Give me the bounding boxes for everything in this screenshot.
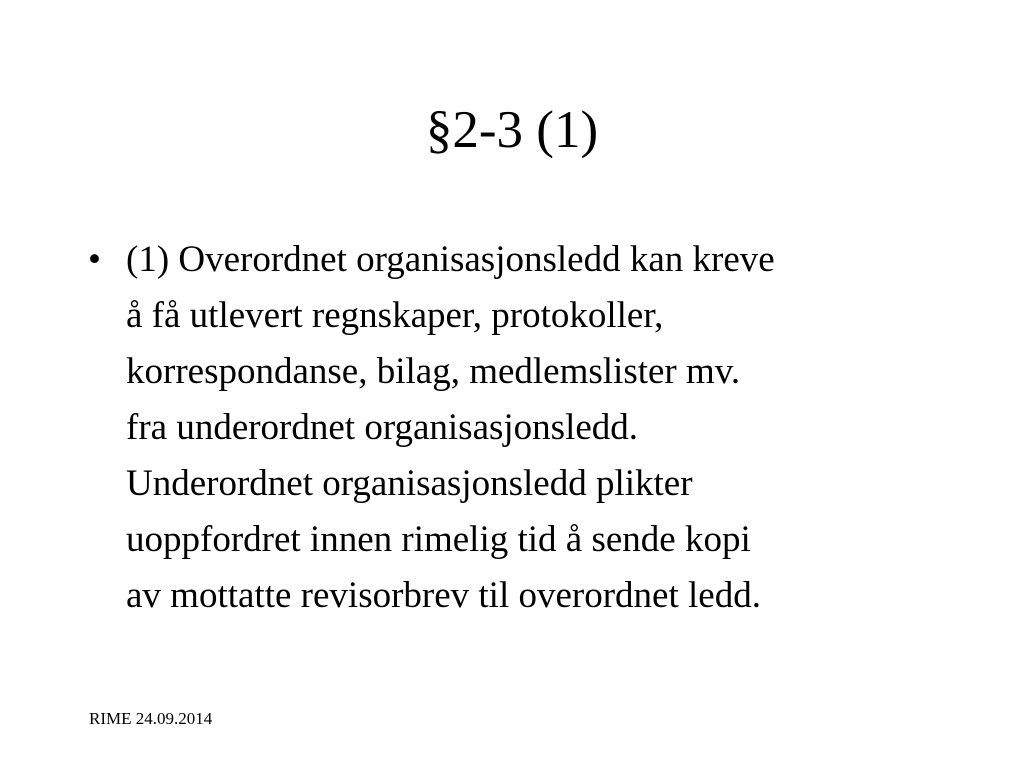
- bullet-text-line: korrespondanse, bilag, medlemslister mv.: [126, 351, 741, 392]
- bullet-text-line: uoppfordret innen rimelig tid å sende kopi: [126, 519, 751, 560]
- bullet-text-line: Underordnet organisasjonsledd plikter: [126, 463, 693, 504]
- footer-text: RIME 24.09.2014: [89, 709, 213, 728]
- bullet-text-line: fra underordnet organisasjonsledd.: [126, 407, 639, 448]
- bullet-item: [88, 232, 948, 624]
- bullet-text-line: av mottatte revisorbrev til overordnet ledd.: [126, 575, 761, 616]
- bullet-text-line: å få utlevert regnskaper, protokoller,: [126, 295, 664, 336]
- bullet-text-line: (1) Overordnet organisasjonsledd kan kreve: [126, 239, 775, 280]
- slide-body: [88, 232, 948, 624]
- slide-title: §2-3 (1): [425, 101, 599, 159]
- bullet-marker: •: [88, 239, 101, 280]
